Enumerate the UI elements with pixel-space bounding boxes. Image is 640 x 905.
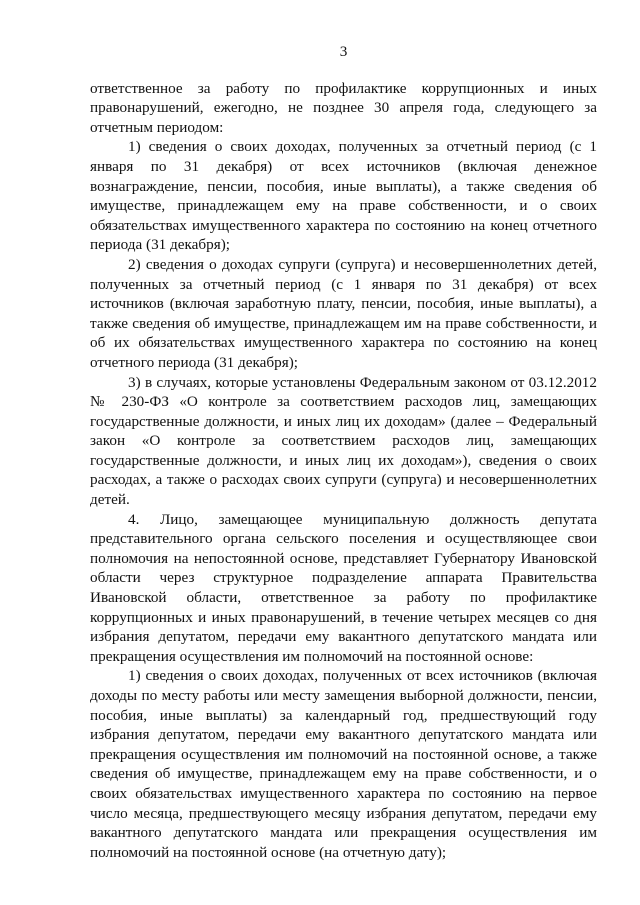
page-number: 3 — [339, 43, 348, 60]
paragraph-continuation: ответственное за работу по профилактике коррупционных и иных правонарушений, ежегодно, не позднее 30 апреля года, следующего за отчетным периодом: — [90, 79, 597, 136]
paragraph-item-1-income: 1) сведения о своих доходах, полученных за отчетный период (с 1 января по 31 декабря) от всех источников (включая денежное вознаграждение, пенсии, пособия, иные выплаты), а также сведения об имуществе, принадлежащем ему на праве собственности, и о своих обязательствах имущественного характера по состоянию на конец отчетного периода (31 декабря); — [90, 138, 597, 254]
paragraph-section-4: 4. Лицо, замещающее муниципальную должность депутата представительного органа сельского поселения и осуществляющее свои полномочия на непостоянной основе, представляет Губернатору Ивановской области через структурное подразделение аппарата Правительства Ивановской области, ответственное за работу по профилактике коррупционных и иных правонарушений, в течение четырех месяцев со дня избрания депутатом, передачи ему вакантного депутатского мандата или прекращения осуществления им полномочий на постоянной основе: — [90, 510, 597, 665]
paragraph-section-4-item-1: 1) сведения о своих доходах, полученных от всех источников (включая доходы по месту работы или месту замещения выборной должности, пенсии, пособия, иные выплаты) за календарный год, предшествующий году избрания депутатом, передачи ему вакантного депутатского мандата или прекращения осуществления им полномочий на постоянной основе, а также сведения об имуществе, принадлежащем ему на праве собственности, и о своих обязательствах имущественного характера по состоянию на первое число месяца, предшествующего месяцу избрания депутатом, передачи ему вакантного депутатского мандата или прекращения осуществления им полномочий на постоянной основе (на отчетную дату); — [90, 667, 597, 861]
document-page — [90, 42, 597, 862]
paragraph-item-3-expenses: 3) в случаях, которые установлены Федеральным законом от 03.12.2012 № 230-ФЗ «О контроле за соответствием расходов лиц, замещающих государственные должности, и иных лиц их доходам» (далее – Федеральный закон «О контроле за соответствием расходов лиц, замещающих государственные должности, и иных лиц их доходам»), сведения о своих расходах, а также о расходах своих супруги (супруга) и несовершеннолетних детей. — [90, 373, 597, 509]
paragraph-item-2-spouse-income: 2) сведения о доходах супруги (супруга) и несовершеннолетних детей, полученных за отчетный период (с 1 января по 31 декабря) от всех источников (включая заработную плату, пенсии, пособия, иные выплаты), а также сведения об имуществе, принадлежащем им на праве собственности, и об их обязательствах имущественного характера по состоянию на конец отчетного периода (31 декабря); — [90, 255, 597, 371]
